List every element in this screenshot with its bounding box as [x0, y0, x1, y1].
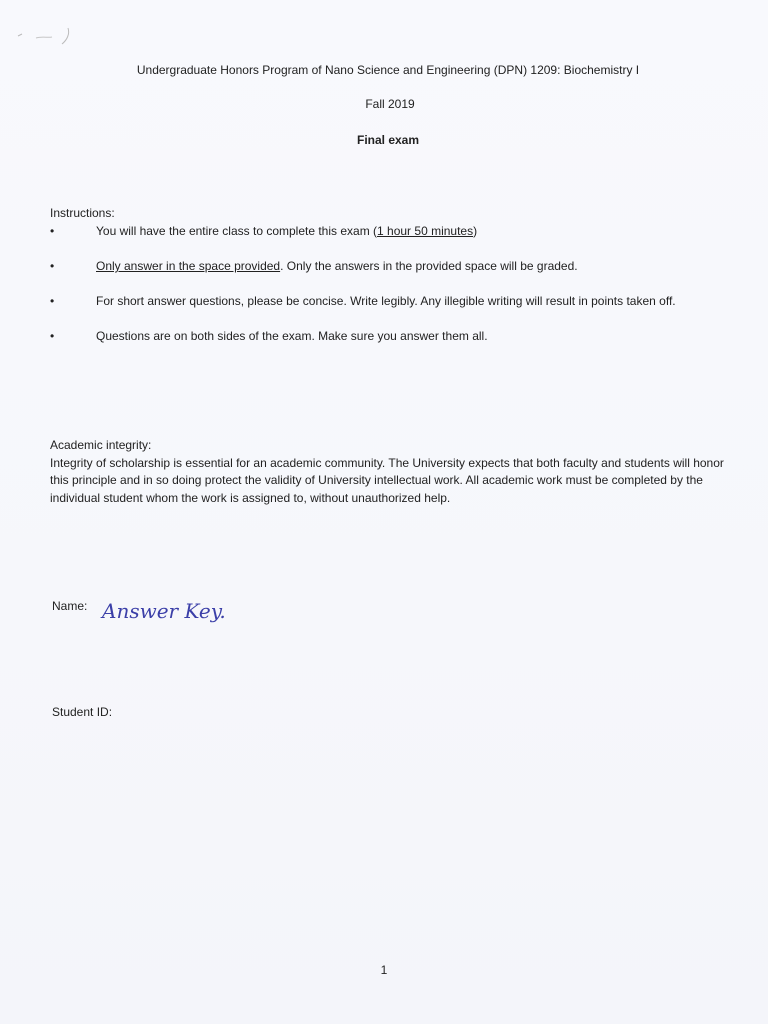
academic-integrity-body: Integrity of scholarship is essential for an academic community. The University expects that both faculty and students will honor this principle and in so doing protect the validity of University intellectual work. All academic work must be completed by the individual student whom the work is assigned to, without unauthorized help. [50, 455, 724, 505]
instruction-text: You will have the entire class to complete this exam ( [96, 224, 378, 238]
scan-mark [12, 22, 82, 52]
bullet-icon: • [50, 294, 55, 308]
instructions-heading: Instructions: [50, 206, 115, 220]
instruction-item [50, 293, 730, 310]
instruction-text-end: . Only the answers in the provided space will be graded. [280, 259, 578, 273]
bullet-icon: • [50, 224, 55, 238]
instructions-list [50, 223, 730, 363]
handwritten-name-text: Answer Key. [102, 599, 226, 623]
bullet-icon: • [50, 329, 55, 343]
instruction-text: Questions are on both sides of the exam. Make sure you answer them all. [96, 329, 488, 343]
academic-integrity-section [50, 437, 740, 507]
academic-integrity-heading: Academic integrity: [50, 438, 152, 452]
bullet-icon: • [50, 259, 55, 273]
instruction-item [50, 258, 730, 275]
course-title: Undergraduate Honors Program of Nano Science and Engineering (DPN) 1209: Biochemistry I [136, 63, 640, 77]
page-number: 1 [380, 963, 388, 977]
instruction-item [50, 223, 730, 240]
instruction-text-end: ) [473, 224, 478, 238]
exam-term: Fall 2019 [365, 97, 415, 111]
instruction-emphasis: 1 hour 50 minutes [377, 224, 474, 238]
instruction-text: For short answer questions, please be concise. Write legibly. Any illegible writing will result in points taken off. [96, 294, 676, 308]
handwritten-name [100, 594, 240, 630]
instruction-emphasis: Only answer in the space provided [96, 259, 281, 273]
name-label: Name: [52, 599, 88, 613]
exam-type: Final exam [356, 133, 420, 147]
instruction-item [50, 328, 730, 345]
student-id-label: Student ID: [52, 705, 113, 719]
